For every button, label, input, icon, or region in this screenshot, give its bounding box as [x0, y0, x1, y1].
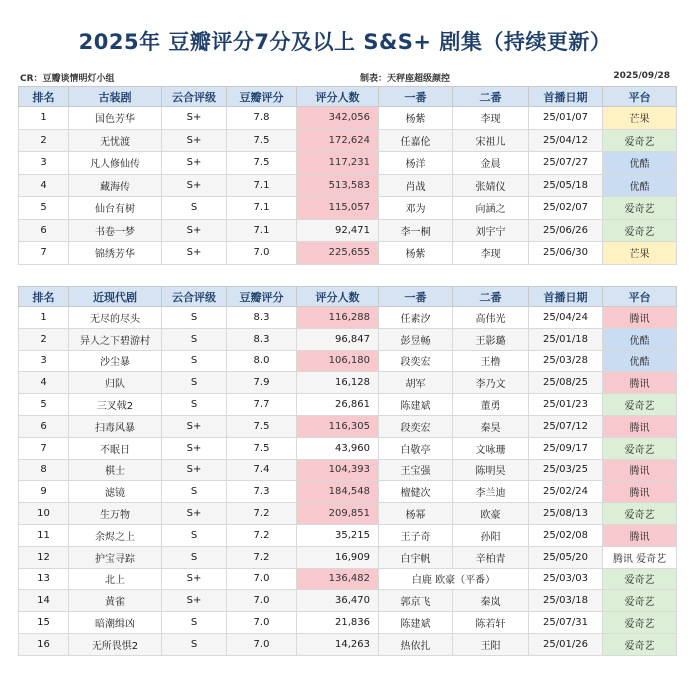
rating-count-cell: 96,847 — [297, 328, 379, 350]
grade-cell: S+ — [162, 152, 227, 175]
rating-count-cell: 26,861 — [297, 394, 379, 416]
lead2-cell: 李兰迪 — [453, 481, 529, 503]
lead1-cell: 李一桐 — [379, 219, 453, 242]
score-cell: 8.3 — [227, 307, 297, 329]
platform-cell: 优酷 — [603, 174, 677, 197]
platform-cell: 腾讯 爱奇艺 — [603, 546, 677, 568]
premiere-date-cell: 25/08/25 — [529, 372, 603, 394]
platform-cell: 爱奇艺 — [603, 129, 677, 152]
grade-cell: S+ — [162, 415, 227, 437]
lead1-cell: 王宝强 — [379, 459, 453, 481]
premiere-date-cell: 25/07/31 — [529, 612, 603, 634]
score-cell: 7.1 — [227, 174, 297, 197]
grade-cell: S — [162, 546, 227, 568]
title-cell: 仙台有树 — [69, 197, 162, 220]
premiere-date-cell: 25/02/24 — [529, 481, 603, 503]
lead1-cell: 檀健次 — [379, 481, 453, 503]
lead2-cell: 李乃文 — [453, 372, 529, 394]
rating-count-cell: 106,180 — [297, 350, 379, 372]
score-cell: 7.1 — [227, 219, 297, 242]
title-cell: 无所畏惧2 — [69, 633, 162, 655]
rank-cell: 4 — [19, 372, 69, 394]
premiere-date-cell: 25/07/27 — [529, 152, 603, 175]
premiere-date-cell: 25/01/18 — [529, 328, 603, 350]
premiere-date-cell: 25/01/26 — [529, 633, 603, 655]
column-header-lead2: 二番 — [453, 287, 529, 307]
score-cell: 7.3 — [227, 481, 297, 503]
score-cell: 7.0 — [227, 242, 297, 265]
lead2-cell: 陈若轩 — [453, 612, 529, 634]
table-row — [19, 107, 677, 130]
platform-cell: 爱奇艺 — [603, 197, 677, 220]
table-row — [19, 633, 677, 655]
platform-cell: 优酷 — [603, 328, 677, 350]
rating-count-cell: 36,470 — [297, 590, 379, 612]
table-row — [19, 174, 677, 197]
rating-count-cell: 136,482 — [297, 568, 379, 590]
table-row — [19, 481, 677, 503]
rating-count-cell: 16,128 — [297, 372, 379, 394]
platform-cell: 芒果 — [603, 107, 677, 130]
platform-cell: 爱奇艺 — [603, 394, 677, 416]
column-header-count: 评分人数 — [297, 87, 379, 107]
lead2-cell: 张婧仪 — [453, 174, 529, 197]
grade-cell: S — [162, 350, 227, 372]
rating-count-cell: 116,288 — [297, 307, 379, 329]
lead1-cell: 杨紫 — [379, 242, 453, 265]
premiere-date-cell: 25/08/13 — [529, 503, 603, 525]
table-row — [19, 242, 677, 265]
title-cell: 沙尘暴 — [69, 350, 162, 372]
grade-cell: S — [162, 633, 227, 655]
lead1-cell: 陈建斌 — [379, 612, 453, 634]
platform-cell: 爱奇艺 — [603, 590, 677, 612]
grade-cell: S — [162, 328, 227, 350]
score-cell: 7.0 — [227, 612, 297, 634]
table-header-row — [19, 87, 677, 107]
rating-count-cell: 117,231 — [297, 152, 379, 175]
score-cell: 7.9 — [227, 372, 297, 394]
rating-count-cell: 116,305 — [297, 415, 379, 437]
score-cell: 8.3 — [227, 328, 297, 350]
score-cell: 7.7 — [227, 394, 297, 416]
grade-cell: S+ — [162, 590, 227, 612]
lead1-cell: 胡军 — [379, 372, 453, 394]
rating-count-cell: 21,836 — [297, 612, 379, 634]
lead1-cell: 杨洋 — [379, 152, 453, 175]
column-header-score: 豆瓣评分 — [227, 87, 297, 107]
costume-drama-table — [18, 86, 677, 265]
rank-cell: 3 — [19, 350, 69, 372]
lead2-cell: 欧豪 — [453, 503, 529, 525]
platform-cell: 腾讯 — [603, 307, 677, 329]
lead1-cell: 任素汐 — [379, 307, 453, 329]
column-header-platform: 平台 — [603, 287, 677, 307]
rank-cell: 3 — [19, 152, 69, 175]
rank-cell: 14 — [19, 590, 69, 612]
table-row — [19, 152, 677, 175]
score-cell: 7.0 — [227, 633, 297, 655]
credit-label: CR：豆瓣谈情明灯小组 — [20, 74, 115, 84]
title-cell: 滤镜 — [69, 481, 162, 503]
premiere-date-cell: 25/06/30 — [529, 242, 603, 265]
rank-cell: 6 — [19, 415, 69, 437]
lead1-cell: 郭京飞 — [379, 590, 453, 612]
title-cell: 异人之下碧游村 — [69, 328, 162, 350]
lead2-cell: 孙阳 — [453, 524, 529, 546]
title-cell: 棋士 — [69, 459, 162, 481]
grade-cell: S+ — [162, 129, 227, 152]
rating-count-cell: 225,655 — [297, 242, 379, 265]
lead2-cell: 董勇 — [453, 394, 529, 416]
table-row — [19, 546, 677, 568]
column-header-score: 豆瓣评分 — [227, 287, 297, 307]
rating-count-cell: 92,471 — [297, 219, 379, 242]
title-cell: 黄雀 — [69, 590, 162, 612]
score-cell: 7.5 — [227, 152, 297, 175]
score-cell: 7.0 — [227, 590, 297, 612]
column-header-lead1: 一番 — [379, 287, 453, 307]
premiere-date-cell: 25/06/26 — [529, 219, 603, 242]
platform-cell: 腾讯 — [603, 459, 677, 481]
title-cell: 凡人修仙传 — [69, 152, 162, 175]
lead1-cell: 杨幂 — [379, 503, 453, 525]
rank-cell: 5 — [19, 394, 69, 416]
rating-count-cell: 35,215 — [297, 524, 379, 546]
score-cell: 7.5 — [227, 437, 297, 459]
lead1-cell: 白宇帆 — [379, 546, 453, 568]
column-header-lead2: 二番 — [453, 87, 529, 107]
premiere-date-cell: 25/07/12 — [529, 415, 603, 437]
grade-cell: S+ — [162, 174, 227, 197]
lead1-cell: 彭昱畅 — [379, 328, 453, 350]
grade-cell: S — [162, 372, 227, 394]
rank-cell: 8 — [19, 459, 69, 481]
platform-cell: 爱奇艺 — [603, 568, 677, 590]
grade-cell: S+ — [162, 242, 227, 265]
leads-cell: 白鹿 欧豪（平番） — [379, 568, 529, 590]
grade-cell: S — [162, 481, 227, 503]
rating-count-cell: 43,960 — [297, 437, 379, 459]
rank-cell: 1 — [19, 107, 69, 130]
rank-cell: 16 — [19, 633, 69, 655]
lead2-cell: 李现 — [453, 107, 529, 130]
table-header-row — [19, 287, 677, 307]
score-cell: 7.2 — [227, 546, 297, 568]
platform-cell: 腾讯 — [603, 415, 677, 437]
rating-count-cell: 115,057 — [297, 197, 379, 220]
lead2-cell: 文咏珊 — [453, 437, 529, 459]
score-cell: 7.8 — [227, 107, 297, 130]
column-header-rank: 排名 — [19, 287, 69, 307]
lead2-cell: 王橹 — [453, 350, 529, 372]
rank-cell: 4 — [19, 174, 69, 197]
premiere-date-cell: 25/03/03 — [529, 568, 603, 590]
lead2-cell: 向涵之 — [453, 197, 529, 220]
column-header-title: 古装剧 — [69, 87, 162, 107]
modern-drama-table — [18, 286, 677, 656]
table-row — [19, 524, 677, 546]
lead2-cell: 王影璐 — [453, 328, 529, 350]
grade-cell: S+ — [162, 459, 227, 481]
page-title: 2025年 豆瓣评分7分及以上 S&S+ 剧集（持续更新） — [78, 30, 612, 54]
title-cell: 生万物 — [69, 503, 162, 525]
title-cell: 国色芳华 — [69, 107, 162, 130]
rank-cell: 6 — [19, 219, 69, 242]
column-header-date: 首播日期 — [529, 87, 603, 107]
title-cell: 护宝寻踪 — [69, 546, 162, 568]
table-row — [19, 197, 677, 220]
table-row — [19, 328, 677, 350]
rank-cell: 2 — [19, 328, 69, 350]
column-header-grade: 云合评级 — [162, 87, 227, 107]
title-cell: 扫毒风暴 — [69, 415, 162, 437]
premiere-date-cell: 25/03/28 — [529, 350, 603, 372]
score-cell: 7.5 — [227, 129, 297, 152]
grade-cell: S — [162, 307, 227, 329]
grade-cell: S+ — [162, 437, 227, 459]
score-cell: 7.2 — [227, 524, 297, 546]
premiere-date-cell: 25/01/23 — [529, 394, 603, 416]
lead2-cell: 秦岚 — [453, 590, 529, 612]
platform-cell: 腾讯 — [603, 481, 677, 503]
premiere-date-cell: 25/02/08 — [529, 524, 603, 546]
title-cell: 锦绣芳华 — [69, 242, 162, 265]
column-header-count: 评分人数 — [297, 287, 379, 307]
grade-cell: S — [162, 394, 227, 416]
title-cell: 余烬之上 — [69, 524, 162, 546]
platform-cell: 优酷 — [603, 152, 677, 175]
lead2-cell: 秦昊 — [453, 415, 529, 437]
lead2-cell: 陈明昊 — [453, 459, 529, 481]
table-row — [19, 568, 677, 590]
title-cell: 不眠日 — [69, 437, 162, 459]
lead1-cell: 陈建斌 — [379, 394, 453, 416]
platform-cell: 爱奇艺 — [603, 503, 677, 525]
score-cell: 7.1 — [227, 197, 297, 220]
table-row — [19, 612, 677, 634]
grade-cell: S+ — [162, 219, 227, 242]
lead1-cell: 段奕宏 — [379, 350, 453, 372]
table-row — [19, 372, 677, 394]
premiere-date-cell: 25/05/18 — [529, 174, 603, 197]
lead2-cell: 高伟光 — [453, 307, 529, 329]
score-cell: 7.2 — [227, 503, 297, 525]
title-cell: 书卷一梦 — [69, 219, 162, 242]
score-cell: 8.0 — [227, 350, 297, 372]
update-date: 2025/09/28 — [613, 71, 670, 81]
rating-count-cell: 342,056 — [297, 107, 379, 130]
table-row — [19, 219, 677, 242]
rank-cell: 2 — [19, 129, 69, 152]
column-header-lead1: 一番 — [379, 87, 453, 107]
rating-count-cell: 14,263 — [297, 633, 379, 655]
premiere-date-cell: 25/03/18 — [529, 590, 603, 612]
table-row — [19, 437, 677, 459]
rank-cell: 12 — [19, 546, 69, 568]
table-row — [19, 459, 677, 481]
grade-cell: S+ — [162, 568, 227, 590]
rank-cell: 13 — [19, 568, 69, 590]
title-cell: 北上 — [69, 568, 162, 590]
column-header-grade: 云合评级 — [162, 287, 227, 307]
rank-cell: 1 — [19, 307, 69, 329]
grade-cell: S+ — [162, 503, 227, 525]
rating-count-cell: 172,624 — [297, 129, 379, 152]
premiere-date-cell: 25/02/07 — [529, 197, 603, 220]
rating-count-cell: 104,393 — [297, 459, 379, 481]
lead1-cell: 杨紫 — [379, 107, 453, 130]
rank-cell: 5 — [19, 197, 69, 220]
grade-cell: S — [162, 197, 227, 220]
lead1-cell: 邓为 — [379, 197, 453, 220]
score-cell: 7.4 — [227, 459, 297, 481]
lead1-cell: 肖战 — [379, 174, 453, 197]
platform-cell: 腾讯 — [603, 372, 677, 394]
column-header-platform: 平台 — [603, 87, 677, 107]
table-row — [19, 307, 677, 329]
platform-cell: 爱奇艺 — [603, 612, 677, 634]
lead2-cell: 辛柏青 — [453, 546, 529, 568]
platform-cell: 爱奇艺 — [603, 219, 677, 242]
table-row — [19, 503, 677, 525]
maker-label: 制表：天秤座超级颜控 — [360, 74, 451, 84]
platform-cell: 腾讯 — [603, 524, 677, 546]
rank-cell: 7 — [19, 437, 69, 459]
rating-count-cell: 513,583 — [297, 174, 379, 197]
platform-cell: 芒果 — [603, 242, 677, 265]
lead2-cell: 金晨 — [453, 152, 529, 175]
lead1-cell: 白敬亭 — [379, 437, 453, 459]
rank-cell: 15 — [19, 612, 69, 634]
score-cell: 7.0 — [227, 568, 297, 590]
platform-cell: 优酷 — [603, 350, 677, 372]
premiere-date-cell: 25/09/17 — [529, 437, 603, 459]
rating-count-cell: 16,909 — [297, 546, 379, 568]
column-header-title: 近现代剧 — [69, 287, 162, 307]
premiere-date-cell: 25/04/24 — [529, 307, 603, 329]
title-cell: 暗潮缉凶 — [69, 612, 162, 634]
score-cell: 7.5 — [227, 415, 297, 437]
rating-count-cell: 184,548 — [297, 481, 379, 503]
lead2-cell: 宋祖儿 — [453, 129, 529, 152]
rank-cell: 11 — [19, 524, 69, 546]
table-row — [19, 129, 677, 152]
rating-count-cell: 209,851 — [297, 503, 379, 525]
column-header-rank: 排名 — [19, 87, 69, 107]
title-cell: 藏海传 — [69, 174, 162, 197]
table-row — [19, 590, 677, 612]
premiere-date-cell: 25/03/25 — [529, 459, 603, 481]
table-row — [19, 394, 677, 416]
table-row — [19, 415, 677, 437]
rank-cell: 10 — [19, 503, 69, 525]
rank-cell: 9 — [19, 481, 69, 503]
platform-cell: 爱奇艺 — [603, 437, 677, 459]
title-cell: 无尽的尽头 — [69, 307, 162, 329]
column-header-date: 首播日期 — [529, 287, 603, 307]
table-row — [19, 350, 677, 372]
lead1-cell: 热依扎 — [379, 633, 453, 655]
title-cell: 无忧渡 — [69, 129, 162, 152]
premiere-date-cell: 25/05/20 — [529, 546, 603, 568]
lead2-cell: 王阳 — [453, 633, 529, 655]
title-cell: 三叉戟2 — [69, 394, 162, 416]
title-cell: 归队 — [69, 372, 162, 394]
lead1-cell: 任嘉伦 — [379, 129, 453, 152]
rank-cell: 7 — [19, 242, 69, 265]
premiere-date-cell: 25/01/07 — [529, 107, 603, 130]
lead1-cell: 段奕宏 — [379, 415, 453, 437]
platform-cell: 爱奇艺 — [603, 633, 677, 655]
grade-cell: S — [162, 524, 227, 546]
lead2-cell: 刘宇宁 — [453, 219, 529, 242]
lead2-cell: 李现 — [453, 242, 529, 265]
grade-cell: S+ — [162, 107, 227, 130]
lead1-cell: 王子奇 — [379, 524, 453, 546]
grade-cell: S — [162, 612, 227, 634]
premiere-date-cell: 25/04/12 — [529, 129, 603, 152]
